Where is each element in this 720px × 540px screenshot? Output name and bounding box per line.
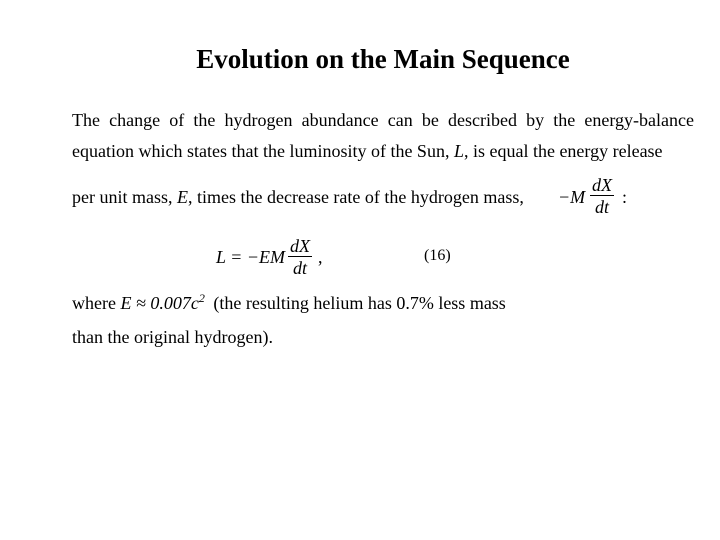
line3-text-before: per unit mass, bbox=[72, 187, 173, 207]
paragraph-line-3 bbox=[72, 187, 524, 208]
line2-text-after: , is equal the energy release bbox=[463, 141, 663, 161]
fraction-numerator: dX bbox=[592, 175, 612, 195]
line5-text-after: (the resulting helium has 0.7% less mass bbox=[213, 293, 506, 313]
paragraph-line-6: than the original hydrogen). bbox=[72, 327, 273, 347]
expression-E-approx bbox=[120, 293, 204, 313]
variable-E: E bbox=[177, 187, 188, 207]
paragraph-line-2 bbox=[72, 141, 663, 162]
line2-text-before: equation which states that the luminosity of the Sun, bbox=[72, 141, 450, 161]
line3-text-after: , times the decrease rate of the hydrogen mass, bbox=[188, 187, 524, 207]
equation-number: (16) bbox=[424, 247, 451, 264]
variable-L: L bbox=[453, 141, 464, 161]
equation-fraction-denominator: dt bbox=[292, 258, 307, 278]
equation-fraction-numerator: dX bbox=[290, 236, 310, 256]
equation-lhs: L = −EM bbox=[216, 247, 285, 267]
paragraph-line-1: The change of the hydrogen abundance can be described by the energy-balance bbox=[72, 110, 694, 130]
slide-title: Evolution on the Main Sequence bbox=[196, 44, 570, 74]
colon: : bbox=[622, 187, 628, 207]
equation-comma: , bbox=[318, 247, 323, 267]
paragraph-line-5 bbox=[72, 293, 506, 314]
minus-M: −M bbox=[558, 187, 586, 207]
fraction-dX-dt-inline bbox=[590, 175, 614, 218]
exponent: 2 bbox=[198, 291, 205, 305]
line5-text-before: where bbox=[72, 293, 116, 313]
expression-text: E ≈ 0.007c bbox=[120, 293, 199, 313]
equation-fraction bbox=[288, 236, 312, 279]
fraction-denominator: dt bbox=[594, 197, 609, 217]
